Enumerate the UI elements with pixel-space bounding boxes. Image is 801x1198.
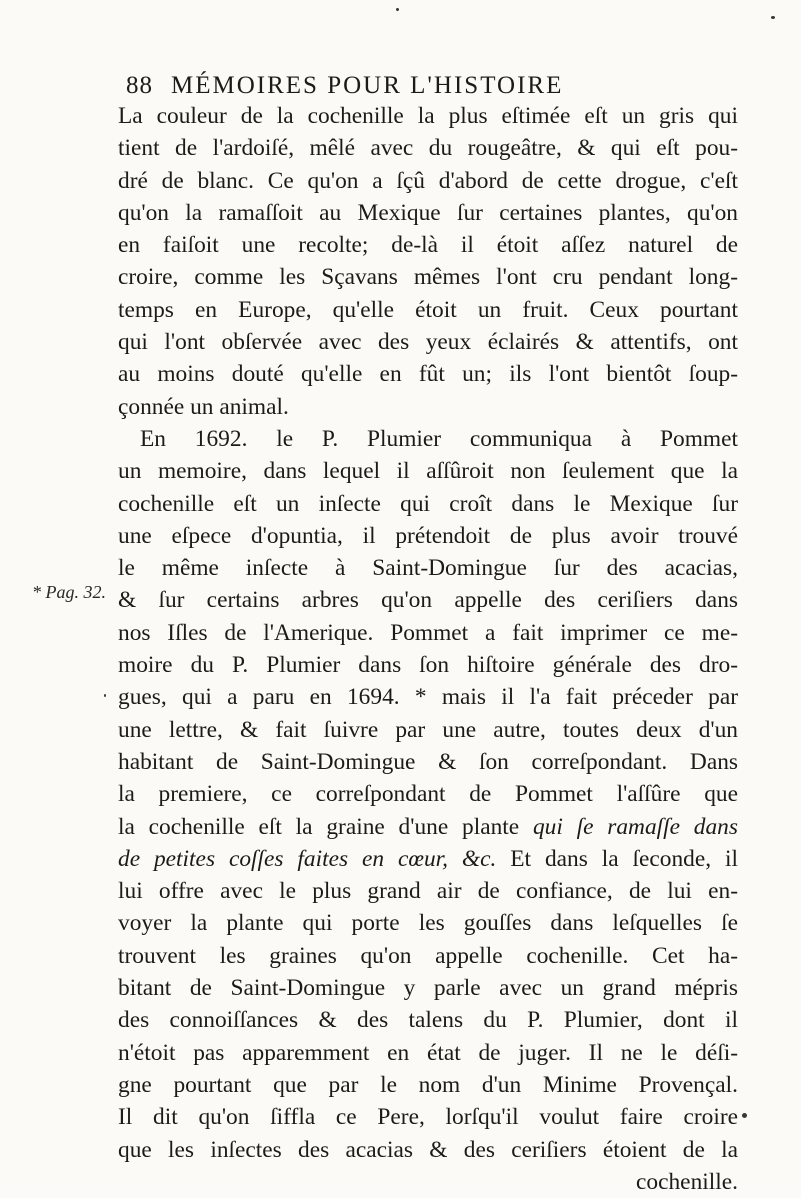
text-line: des connoiſſances & des talens du P. Plumier, dont il [118, 1007, 738, 1034]
text-line: gues, qui a paru en 1694. * mais il l'a fait préceder par [118, 684, 738, 711]
text-line: Il dit qu'on ſiffla ce Pere, lorſqu'il voulut faire croire [118, 1104, 738, 1131]
text-line: qui l'ont obſervée avec des yeux éclairés & attentifs, ont [118, 329, 738, 356]
text-line: La couleur de la cochenille la plus eſtimée eſt un gris qui [118, 103, 738, 129]
text-line: voyer la plante qui porte les gouſſes dans leſquelles ſe [118, 910, 738, 937]
text-line [118, 843, 738, 875]
text-line: lui offre avec le plus grand air de confiance, de lui en- [118, 878, 738, 905]
text-line: tient de l'ardoiſé, mêlé avec du rougeâtre, & qui eſt pou- [118, 135, 738, 162]
text-line: un memoire, dans lequel il aſſûroit non ſeulement que la [118, 458, 738, 485]
page-number: 88 [126, 72, 153, 99]
text-line: qu'on la ramaſſoit au Mexique ſur certaines plantes, qu'on [118, 199, 738, 226]
text-line: le même inſecte à Saint-Domingue ſur des acacias, [118, 555, 738, 582]
text-line: que les inſectes des acacias & des ceriſiers étoient de la [118, 1136, 738, 1163]
running-title: MÉMOIRES POUR L'HISTOIRE [171, 72, 564, 99]
text-line: une lettre, & fait ſuivre par une autre, toutes deux d'un [118, 716, 738, 743]
text-line: la premiere, ce correſpondant de Pommet l'aſſûre que [118, 781, 738, 808]
text-line: cochenille. [636, 1168, 738, 1195]
text-line: gne pourtant que par le nom d'un Minime Provençal. [118, 1071, 738, 1098]
text-line: une eſpece d'opuntia, il prétendoit de plus avoir trouvé [118, 522, 738, 549]
body-text [118, 100, 738, 1198]
ink-speck [771, 16, 775, 19]
text-line: au moins douté qu'elle en fût un; ils l'ont bientôt ſoup- [118, 361, 738, 388]
ink-speck [742, 1113, 747, 1118]
text-line: cochenille eſt un inſecte qui croît dans le Mexique ſur [118, 490, 738, 517]
text-fragment: la cochenille eſt la graine d'une plante [118, 813, 533, 840]
text-line: & ſur certains arbres qu'on appelle des ceriſiers dans [118, 587, 738, 614]
text-line: bitant de Saint-Domingue y parle avec un grand mépris [118, 975, 738, 1002]
text-line: En 1692. le P. Plumier communiqua à Pommet [140, 425, 738, 452]
text-line: croire, comme les Sçavans mêmes l'ont cru pendant long- [118, 264, 738, 291]
text-line [118, 811, 738, 843]
margin-note: * Pag. 32. [32, 582, 106, 602]
text-line: çonnée un animal. [118, 393, 289, 420]
text-line: en faiſoit une recolte; de-là il étoit aſſez naturel de [118, 232, 738, 259]
text-line: habitant de Saint-Domingue & ſon correſpondant. Dans [118, 748, 738, 775]
text-fragment: Et dans la ſeconde, il [496, 845, 738, 872]
ink-speck [104, 694, 106, 697]
text-line: nos Iſles de l'Amerique. Pommet a fait imprimer ce me- [118, 619, 738, 646]
text-line: n'étoit pas apparemment en état de juger. Il ne le déſi- [118, 1039, 738, 1066]
text-line: dré de blanc. Ce qu'on a ſçû d'abord de cette drogue, c'eſt [118, 167, 738, 194]
text-line: trouvent les graines qu'on appelle cochenille. Cet ha- [118, 942, 738, 969]
text-line: moire du P. Plumier dans ſon hiſtoire générale des dro- [118, 652, 738, 679]
ink-speck [396, 8, 399, 11]
text-line: temps en Europe, qu'elle étoit un fruit. Ceux pourtant [118, 296, 738, 323]
italic-fragment: de petites coſſes faites en cœur, &c. [118, 845, 497, 872]
italic-fragment: qui ſe ramaſſe dans [532, 813, 738, 840]
